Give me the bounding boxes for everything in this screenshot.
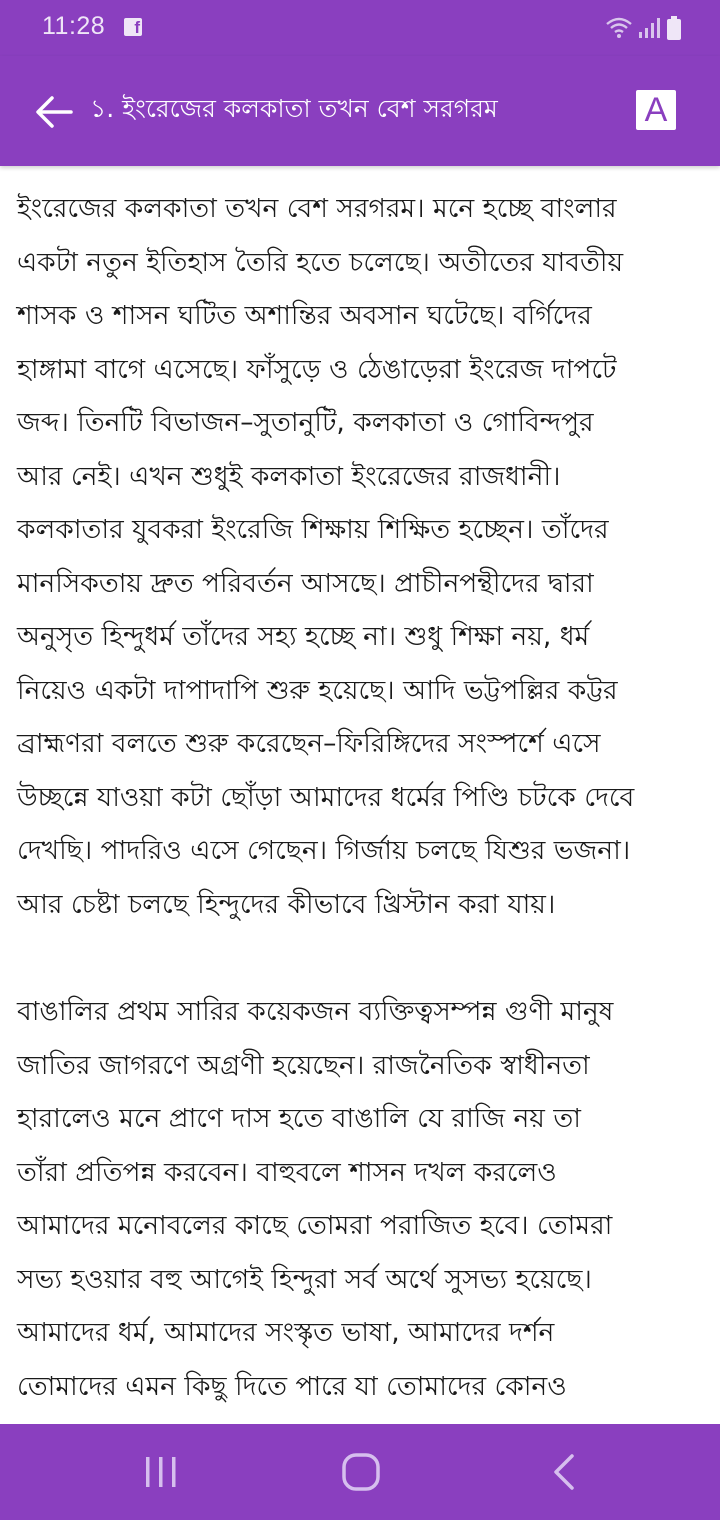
- status-time: 11:28: [42, 12, 106, 40]
- text-line: জব্দ। তিনটি বিভাজন–সুতানুটি, কলকাতা ও গোবিন্দপুর: [17, 407, 594, 438]
- navigation-bar: [0, 1424, 720, 1520]
- article-content[interactable]: [0, 166, 720, 1424]
- status-icons: [606, 14, 682, 42]
- text-line: হাঙ্গামা বাগে এসেছে। ফাঁসুড়ে ও ঠেঙাড়েরা ইংরেজ দাপটে: [17, 353, 617, 385]
- font-size-label: A: [644, 91, 668, 129]
- home-button[interactable]: [331, 1446, 391, 1498]
- text-line: উচ্ছন্নে যাওয়া কটা ছোঁড়া আমাদের ধর্মের পিণ্ডি চটকে দেবে: [17, 781, 635, 813]
- text-line: মানসিকতায় দ্রুত পরিবর্তন আসছে। প্রাচীনপন্থীদের দ্বারা: [17, 567, 594, 599]
- text-line: হারালেও মনে প্রাণে দাস হতে বাঙালি যে রাজি নয় তা: [17, 1103, 581, 1134]
- facebook-icon: f: [124, 18, 142, 36]
- font-size-button[interactable]: [636, 90, 676, 130]
- page-title: ১. ইংরেজের কলকাতা তখন বেশ সরগরম: [90, 94, 498, 123]
- arrow-left-icon: [35, 95, 73, 129]
- battery-icon: [666, 16, 682, 40]
- app-bar: [0, 56, 720, 166]
- text-line: কলকাতার যুবকরা ইংরেজি শিক্ষায় শিক্ষিত হচ্ছেন। তাঁদের: [17, 514, 609, 545]
- back-icon: [551, 1453, 577, 1491]
- text-line: জাতির জাগরণে অগ্রণী হয়েছেন। রাজনৈতিক স্বাধীনতা: [17, 1049, 590, 1081]
- text-line: আর নেই। এখন শুধুই কলকাতা ইংরেজের রাজধানী।: [17, 460, 561, 492]
- paragraph: [17, 182, 710, 931]
- text-line: তোমাদের এমন কিছু দিতে পারে যা তোমাদের কোনও: [17, 1370, 567, 1402]
- wifi-icon: [606, 17, 632, 39]
- text-line: তাঁরা প্রতিপন্ন করবেন। বাহুবলে শাসন দখল করলেও: [17, 1156, 557, 1188]
- home-icon: [341, 1452, 381, 1492]
- text-line: ইংরেজের কলকাতা তখন বেশ সরগরম। মনে হচ্ছে বাংলার: [17, 193, 617, 224]
- signal-icon: [638, 17, 660, 39]
- text-line: বাঙালির প্রথম সারির কয়েকজন ব্যক্তিত্বসম্পন্ন গুণী মানুষ: [17, 996, 614, 1027]
- status-bar: [0, 0, 720, 56]
- text-line: আমাদের মনোবলের কাছে তোমরা পরাজিত হবে। তোমরা: [17, 1210, 613, 1241]
- paragraph: [17, 985, 710, 1413]
- text-line: আর চেষ্টা চলছে হিন্দুদের কীভাবে খ্রিস্টান করা যায়।: [17, 888, 556, 920]
- recent-apps-icon: [143, 1455, 179, 1489]
- text-line: আমাদের ধর্ম, আমাদের সংস্কৃত ভাষা, আমাদের দর্শন: [17, 1317, 555, 1348]
- nav-back-button[interactable]: [534, 1446, 594, 1498]
- text-line: সভ্য হওয়ার বহু আগেই হিন্দুরা সর্ব অর্থে সুসভ্য হয়েছে।: [17, 1263, 592, 1295]
- text-line: দেখছি। পাদরিও এসে গেছেন। গির্জায় চলছে যিশুর ভজনা।: [17, 835, 631, 866]
- article-body: [0, 166, 720, 1413]
- back-button[interactable]: [28, 86, 80, 138]
- text-line: নিয়েও একটা দাপাদাপি শুরু হয়েছে। আদি ভট্টপল্লির কট্টর: [17, 674, 618, 706]
- recent-apps-button[interactable]: [131, 1446, 191, 1498]
- text-line: শাসক ও শাসন ঘটিত অশান্তির অবসান ঘটেছে। বর্গিদের: [17, 300, 592, 331]
- text-line: ব্রাহ্মণরা বলতে শুরু করেছেন–ফিরিঙ্গিদের সংস্পর্শে এসে: [17, 728, 601, 759]
- text-line: একটা নতুন ইতিহাস তৈরি হতে চলেছে। অতীতের যাবতীয়: [17, 246, 624, 278]
- text-line: অনুসৃত হিন্দুধর্ম তাঁদের সহ্য হচ্ছে না। শুধু শিক্ষা নয়, ধর্ম: [17, 621, 590, 652]
